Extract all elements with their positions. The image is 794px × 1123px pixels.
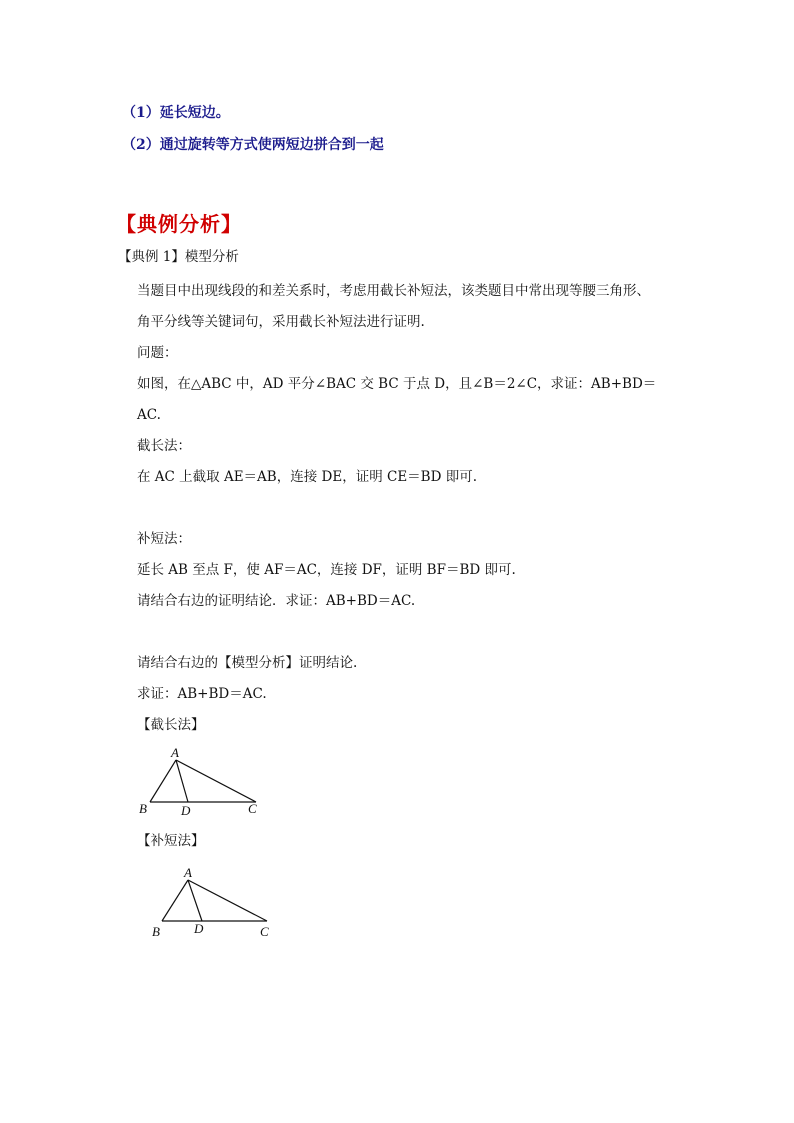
question-label: 问题： xyxy=(137,345,178,361)
label-D: D xyxy=(181,803,191,818)
triangle-figure-2 xyxy=(140,860,290,945)
cut-text: 在 AC 上截取 AE＝AB，连接 DE，证明 CE＝BD 即可. xyxy=(137,469,477,485)
figure-1-label: 【截长法】 xyxy=(137,717,205,733)
example-label: 【典例 1】模型分析 xyxy=(118,249,239,265)
label-B: B xyxy=(139,801,147,816)
fill-label: 补短法： xyxy=(137,531,191,547)
segment-AD xyxy=(176,760,188,802)
figure-2-label: 【补短法】 xyxy=(137,833,205,849)
label-A: A xyxy=(184,865,192,880)
cut-label: 截长法： xyxy=(137,438,191,454)
label-B: B xyxy=(152,924,160,939)
question-line-1: 如图，在△ABC 中，AD 平分∠BAC 交 BC 于点 D，且∠B＝2∠C，求证：AB+BD＝ xyxy=(137,376,657,392)
tip-2: （2）通过旋转等方式使两短边拼合到一起 xyxy=(122,137,384,153)
label-D: D xyxy=(194,921,204,936)
tip-1: （1）延长短边。 xyxy=(122,105,230,121)
intro-line-1: 当题目中出现线段的和差关系时，考虑用截长补短法，该类题目中常出现等腰三角形、 xyxy=(137,283,650,299)
question-line-2: AC. xyxy=(137,407,161,423)
label-C: C xyxy=(248,801,257,816)
combine-text: 请结合右边的证明结论．求证：AB+BD＝AC. xyxy=(137,593,416,609)
triangle-figure-1 xyxy=(130,740,280,825)
side-AB xyxy=(150,760,176,802)
combine-text-2: 请结合右边的【模型分析】证明结论. xyxy=(137,655,358,671)
side-AC xyxy=(176,760,256,802)
section-title: 【典例分析】 xyxy=(116,212,242,236)
fill-text: 延长 AB 至点 F，使 AF＝AC，连接 DF，证明 BF＝BD 即可. xyxy=(137,562,516,578)
label-C: C xyxy=(260,924,269,939)
side-AB xyxy=(162,880,188,921)
prove-text: 求证：AB+BD＝AC. xyxy=(137,686,267,702)
label-A: A xyxy=(171,745,179,760)
intro-line-2: 角平分线等关键词句，采用截长补短法进行证明. xyxy=(137,314,425,330)
